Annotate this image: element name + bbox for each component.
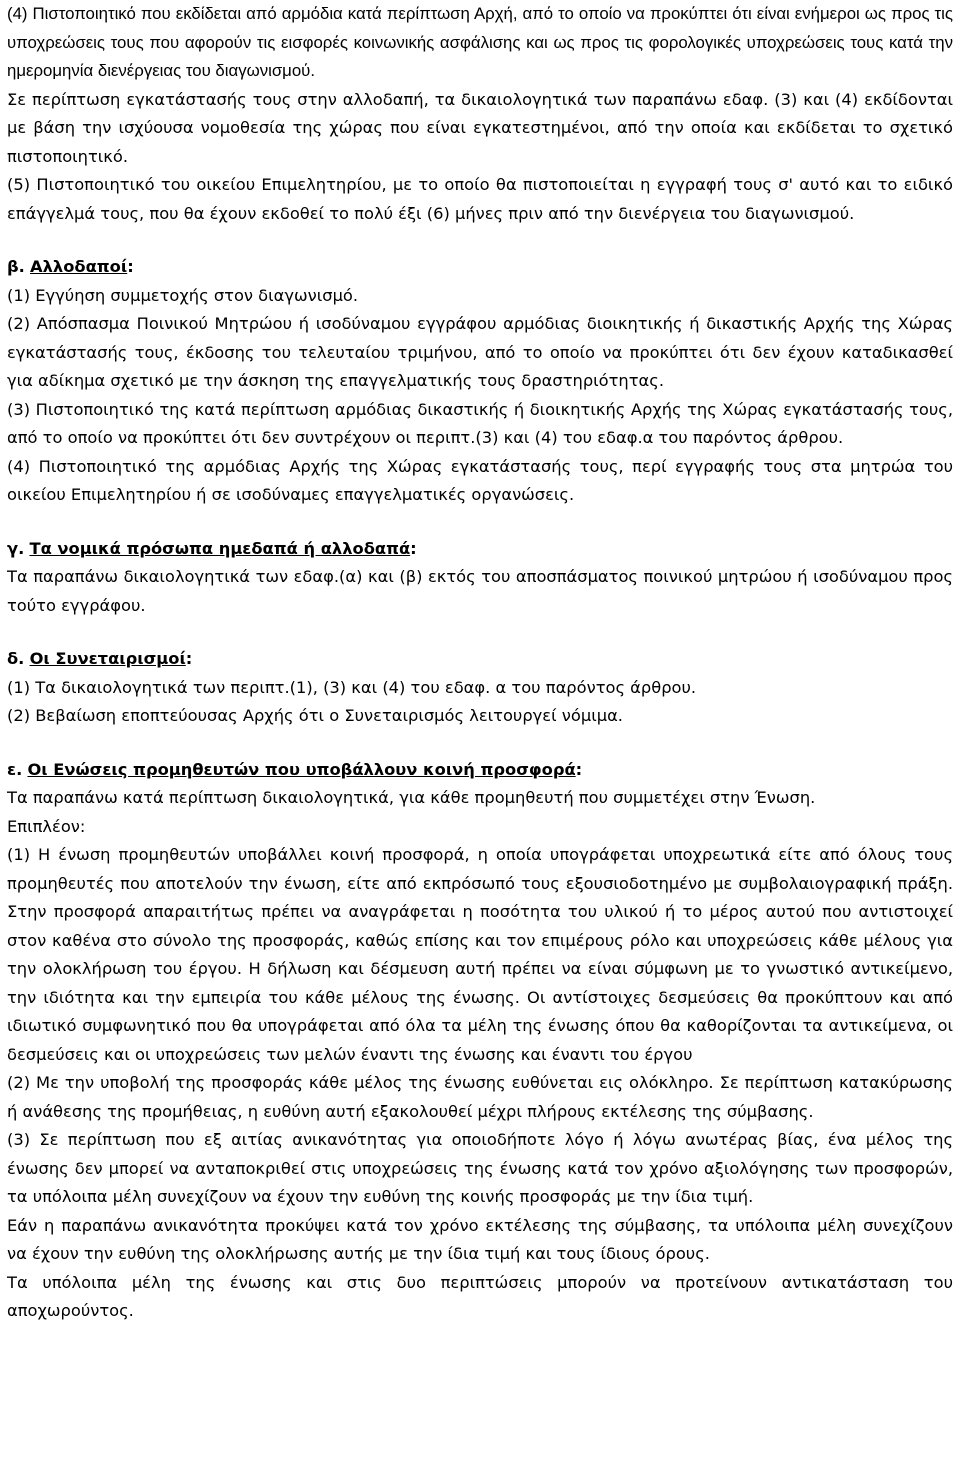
- spacer: [7, 731, 953, 756]
- section-heading-cooperatives: [7, 645, 953, 674]
- paragraph-foreign-establishment: Σε περίπτωση εγκατάστασής τους στην αλλοδαπή, τα δικαιολογητικά των παραπάνω εδαφ. (3) και (4) εκδίδονται με βάση την ισχύουσα νομοθεσία της χώρας που είναι εγκατεστημένοι, από την οποία και εκδίδεται το σχετικό πιστοποιητικό.: [7, 89, 953, 166]
- list-item: (1) Η ένωση προμηθευτών υποβάλλει κοινή προσφορά, η οποία υπογράφεται υποχρεωτικά είτε από όλους τους προμηθευτές που αποτελούν την ένωση, είτε από εκπρόσωπό τους εξουσιοδοτημένο με συμβολαιογραφική πράξη. Στην προσφορά απαραιτήτως πρέπει να αναγράφεται η ποσότητα του υλικού ή το μέρος αυτού που αντιστοιχεί στον καθένα στο σύνολο της προσφοράς, καθώς επίσης και τον επιμέρους ρόλο και υποχρεώσεις κάθε μέλους για την ολοκλήρωση του έργου. Η δήλωση και δέσμευση αυτή πρέπει να είναι σύμφωνη με το γνωστικό αντικείμενο, την ιδιότητα και την εμπειρία του κάθε μέλους της ένωσης. Οι αντίστοιχες δεσμεύσεις θα προκύπτουν και από ιδιωτικό συμφωνητικό που θα υπογράφεται από όλα τα μέλη της ένωσης όπου θα καθορίζονται τα αντικείμενα, οι δεσμεύσεις και οι υποχρεώσεις των μελών έναντι της ένωσης και έναντι του έργου: [7, 845, 953, 1064]
- spacer: [7, 510, 953, 535]
- paragraph-certificate-5: (5) Πιστοποιητικό του οικείου Επιμελητηρίου, με το οποίο θα πιστοποιείται η εγγραφή τους σ' αυτό και το ειδικό επάγγελμά τους, που θα έχουν εκδοθεί το πολύ έξι (6) μήνες πριν από την διενέργεια του διαγωνισμού.: [7, 175, 953, 223]
- list-item: (1) Εγγύηση συμμετοχής στον διαγωνισμό.: [7, 285, 359, 305]
- section-title: Τα νομικά πρόσωπα ημεδαπά ή αλλοδαπά: [29, 538, 411, 558]
- list-item: Τα υπόλοιπα μέλη της ένωσης και στις δυο περιπτώσεις μπορούν να προτείνουν αντικατάσταση του αποχωρούντος.: [7, 1272, 953, 1320]
- list-item: Εάν η παραπάνω ανικανότητα προκύψει κατά τον χρόνο εκτέλεσης της σύμβασης, τα υπόλοιπα μέλη συνεχίζουν να έχουν την ευθύνη της ολοκλήρωσης αυτής με την ίδια τιμή και τους ίδιους όρους.: [7, 1215, 953, 1263]
- spacer: [7, 228, 953, 253]
- section-colon: :: [575, 759, 583, 779]
- section-colon: :: [410, 538, 417, 558]
- list-item: (3) Πιστοποιητικό της κατά περίπτωση αρμόδιας δικαστικής ή διοικητικής Αρχής της Χώρας εγκατάστασής τους, από το οποίο να προκύπτει ότι δεν συντρέχουν οι περιπτ.(3) και (4) του εδαφ.α του παρόντος άρθρου.: [7, 399, 953, 447]
- section-colon: :: [127, 257, 134, 276]
- section-title: Οι Ενώσεις προμηθευτών που υποβάλλουν κοινή προσφορά: [27, 759, 576, 779]
- section-title: Οι Συνεταιρισμοί: [29, 649, 186, 668]
- list-item: Τα παραπάνω δικαιολογητικά των εδαφ.(α) και (β) εκτός του αποσπάσματος ποινικού μητρώου ή ισοδύναμου προς τούτο εγγράφου.: [7, 567, 953, 615]
- section-letter: δ.: [7, 649, 25, 668]
- list-item: (2) Με την υποβολή της προσφοράς κάθε μέλος της ένωσης ευθύνεται εις ολόκληρο. Σε περίπτωση κατακύρωσης ή ανάθεσης της προμήθειας, η ευθύνη αυτή εξακολουθεί μέχρι πλήρους εκτέλεσης της σύμβασης.: [7, 1073, 953, 1121]
- paragraph-certificate-4: (4) Πιστοποιητικό που εκδίδεται από αρμόδια κατά περίπτωση Αρχή, από το οποίο να προκύπτει ότι είναι ενήμεροι ως προς τις υποχρεώσεις τους που αφορούν τις εισφορές κοινωνικής ασφάλισης και ως προς τις φορολογικές υποχρεώσεις τους κατά την ημερομηνία διενέργειας του διαγωνισμού.: [7, 4, 953, 80]
- section-letter: β.: [7, 257, 25, 276]
- section-letter: ε.: [7, 759, 23, 779]
- list-item: (2) Απόσπασμα Ποινικού Μητρώου ή ισοδύναμου εγγράφου αρμόδιας διοικητικής ή δικαστικής Αρχής της Χώρας εγκατάστασής τους, έκδοσης του τελευταίου τριμήνου, από το οποίο να προκύπτει ότι δεν έχουν καταδικασθεί για αδίκημα σχετικό με την άσκηση της επαγγελματικής τους δραστηριότητας.: [7, 314, 953, 390]
- section-title: Αλλοδαποί: [30, 257, 128, 276]
- section-heading-foreigners: [7, 253, 953, 282]
- list-item: (4) Πιστοποιητικό της αρμόδιας Αρχής της Χώρας εγκατάστασής τους, περί εγγραφής τους στα μητρώα του οικείου Επιμελητηρίου ή σε ισοδύναμες επαγγελματικές οργανώσεις.: [7, 456, 953, 504]
- list-item: Επιπλέον:: [7, 816, 86, 836]
- list-item: Τα παραπάνω κατά περίπτωση δικαιολογητικά, για κάθε προμηθευτή που συμμετέχει στην Ένωση.: [7, 788, 816, 807]
- section-letter: γ.: [7, 538, 25, 558]
- section-heading-legal-entities: [7, 535, 953, 564]
- list-item: (2) Βεβαίωση εποπτεύουσας Αρχής ότι ο Συνεταιρισμός λειτουργεί νόμιμα.: [7, 706, 623, 725]
- section-heading-supplier-unions: [7, 756, 953, 785]
- list-item: (3) Σε περίπτωση που εξ αιτίας ανικανότητας για οποιοδήποτε λόγο ή λόγω ανωτέρας βίας, ένα μέλος της ένωσης δεν μπορεί να ανταποκριθεί στις υποχρεώσεις της ένωσης κατά τον χρόνο αξιολόγησης των προσφορών, τα υπόλοιπα μέλη συνεχίζουν να έχουν την ευθύνη της κοινής προσφοράς με την ίδια τιμή.: [7, 1130, 953, 1206]
- section-colon: :: [185, 649, 193, 668]
- list-item: (1) Τα δικαιολογητικά των περιπτ.(1), (3) και (4) του εδαφ. α του παρόντος άρθρου.: [7, 677, 697, 697]
- spacer: [7, 620, 953, 645]
